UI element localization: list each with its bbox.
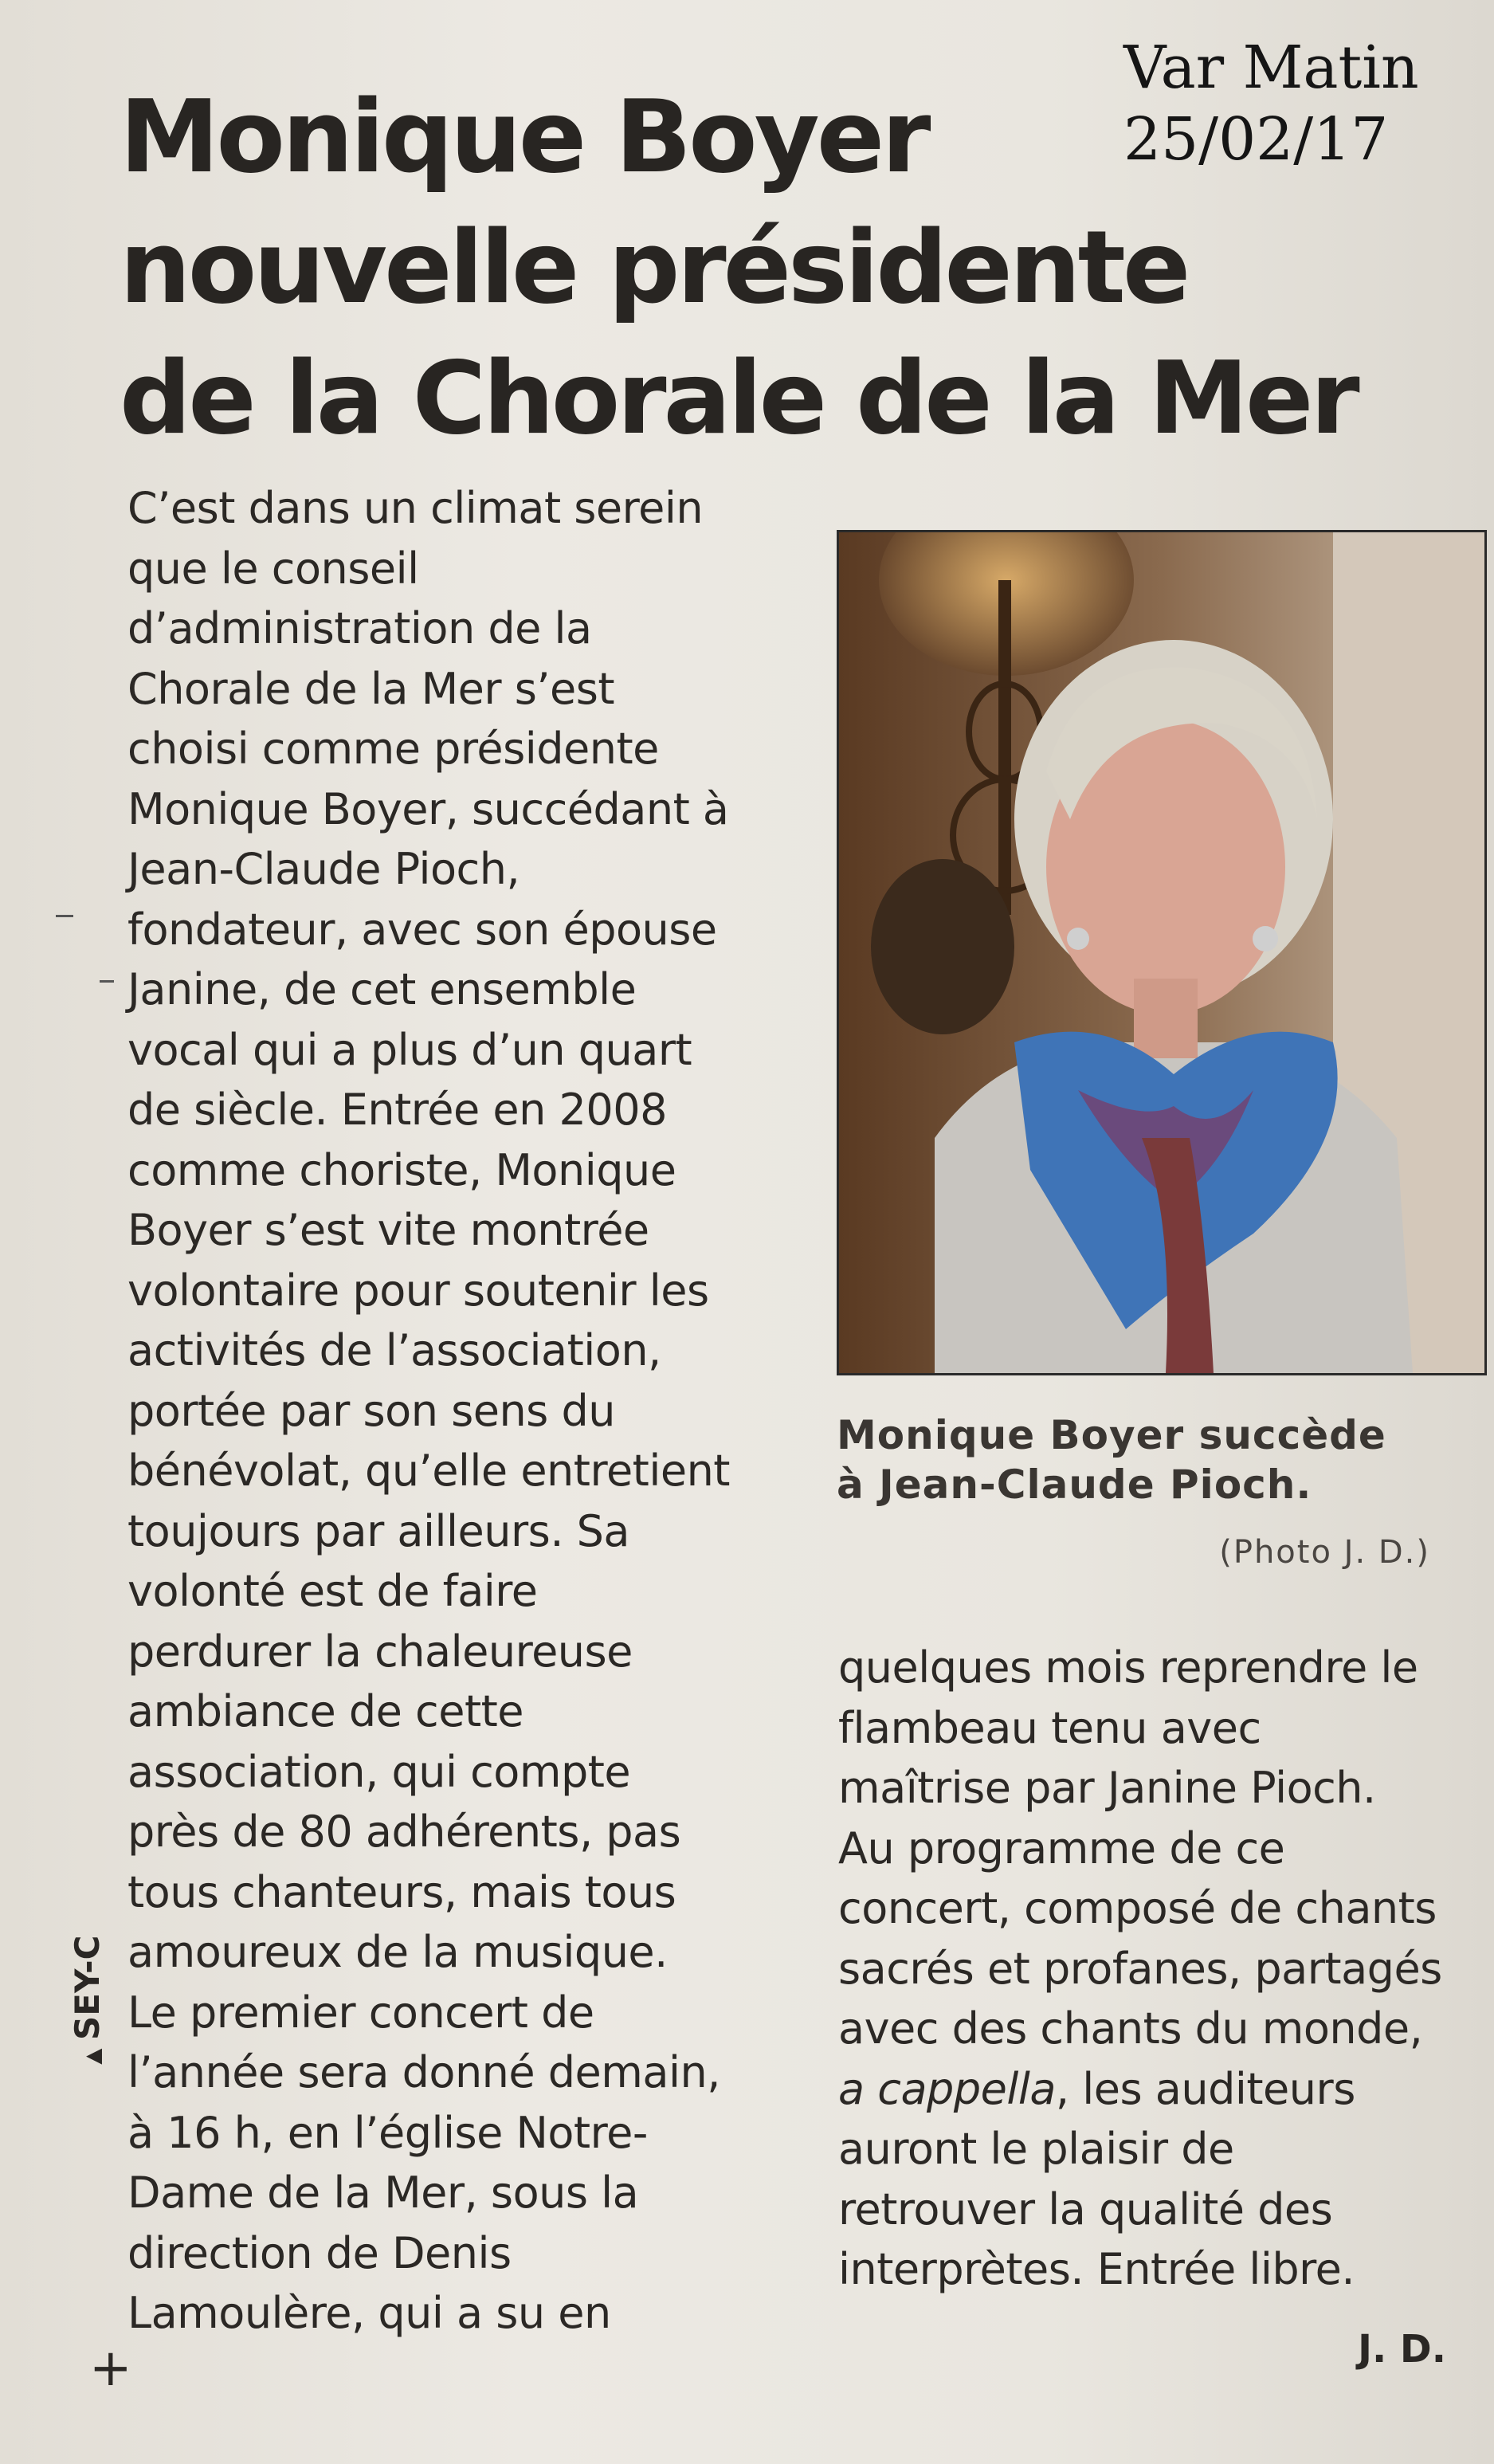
text-line: Lamoulère, qui a su en (127, 2288, 611, 2338)
text-line: Monique Boyer, succédant à (127, 783, 729, 834)
text-line: choisi comme présidente (127, 724, 659, 774)
margin-tick (100, 980, 114, 983)
text-line: amoureux de la musique. (127, 1927, 668, 1977)
text-line: Au programme de ce (838, 1822, 1285, 1874)
text-line: comme choriste, Monique (127, 1144, 676, 1195)
article-column-right (838, 1638, 1468, 2300)
text-line: retrouver la qualité des (838, 2183, 1333, 2234)
text-line: avec des chants du monde, (838, 2003, 1423, 2054)
text-line: Janine, de cet ensemble (127, 964, 637, 1014)
text-line: d’administration de la (127, 603, 592, 653)
text-line: association, qui compte (127, 1746, 631, 1797)
text-line: Jean-Claude Pioch, (127, 844, 520, 894)
text-line: Boyer s’est vite montrée (127, 1205, 649, 1255)
photo-credit: (Photo J. D.) (1219, 1534, 1430, 1571)
headline-line: Monique Boyer (120, 78, 928, 195)
text-line: activités de l’association, (127, 1325, 661, 1375)
text-line: que le conseil (127, 543, 419, 594)
text-line: vocal qui a plus d’un quart (127, 1024, 692, 1075)
text-line: portée par son sens du (127, 1385, 615, 1436)
text-line: volonté est de faire (127, 1566, 538, 1616)
author-signature: J. D. (1358, 2327, 1446, 2372)
text-line (838, 2059, 1468, 2120)
text-line: maîtrise par Janine Pioch. (838, 1763, 1376, 1813)
text-line: ambiance de cette (127, 1686, 524, 1736)
registration-plus-icon: + (89, 2339, 132, 2398)
text-line: flambeau tenu avec (838, 1702, 1261, 1753)
text-line: bénévolat, qu’elle entretient (127, 1446, 730, 1496)
text-line: interprètes. Entrée libre. (838, 2244, 1355, 2294)
text-line: concert, composé de chants (838, 1883, 1437, 1933)
portrait-illustration (839, 532, 1484, 1373)
margin-tick (56, 915, 73, 917)
margin-code: SEY-C (68, 1935, 107, 2040)
text-line: de siècle. Entrée en 2008 (127, 1085, 667, 1135)
italic-phrase: a cappella (838, 2063, 1056, 2114)
text-line: près de 80 adhérents, pas (127, 1807, 681, 1857)
text-line: l’année sera donné demain, (127, 2047, 720, 2097)
text-line: perdurer la chaleureuse (127, 1626, 633, 1677)
article-column-left (127, 478, 813, 2344)
text-line: Le premier concert de (127, 1987, 594, 2038)
source-date: 25/02/17 (1123, 105, 1389, 174)
text-line: toujours par ailleurs. Sa (127, 1505, 630, 1556)
article-headline (120, 72, 1474, 464)
text-line: Chorale de la Mer s’est (127, 663, 615, 714)
portrait-photo (837, 530, 1487, 1375)
margin-arrow-icon: ◂ (86, 2036, 103, 2073)
text-line: Dame de la Mer, sous la (127, 2168, 639, 2218)
headline-line: nouvelle présidente (120, 209, 1188, 326)
caption-line: à Jean-Claude Pioch. (837, 1462, 1312, 1508)
text-line: direction de Denis (127, 2227, 512, 2278)
text-line: fondateur, avec son épouse (127, 904, 717, 955)
text-line: quelques mois reprendre le (838, 1642, 1418, 1693)
source-name: Var Matin (1123, 33, 1419, 102)
text-line: C’est dans un climat serein (127, 483, 704, 533)
caption-line: Monique Boyer succède (837, 1412, 1386, 1458)
headline-line: de la Chorale de la Mer (120, 339, 1357, 457)
text-line: sacrés et profanes, partagés (838, 1943, 1442, 1994)
text-fragment: , les auditeurs (1055, 2063, 1355, 2114)
text-line: tous chanteurs, mais tous (127, 1866, 676, 1917)
photo-caption (837, 1411, 1482, 1509)
text-line: auront le plaisir de (838, 2124, 1234, 2174)
text-line: à 16 h, en l’église Notre- (127, 2107, 648, 2158)
text-line: volontaire pour soutenir les (127, 1265, 709, 1316)
